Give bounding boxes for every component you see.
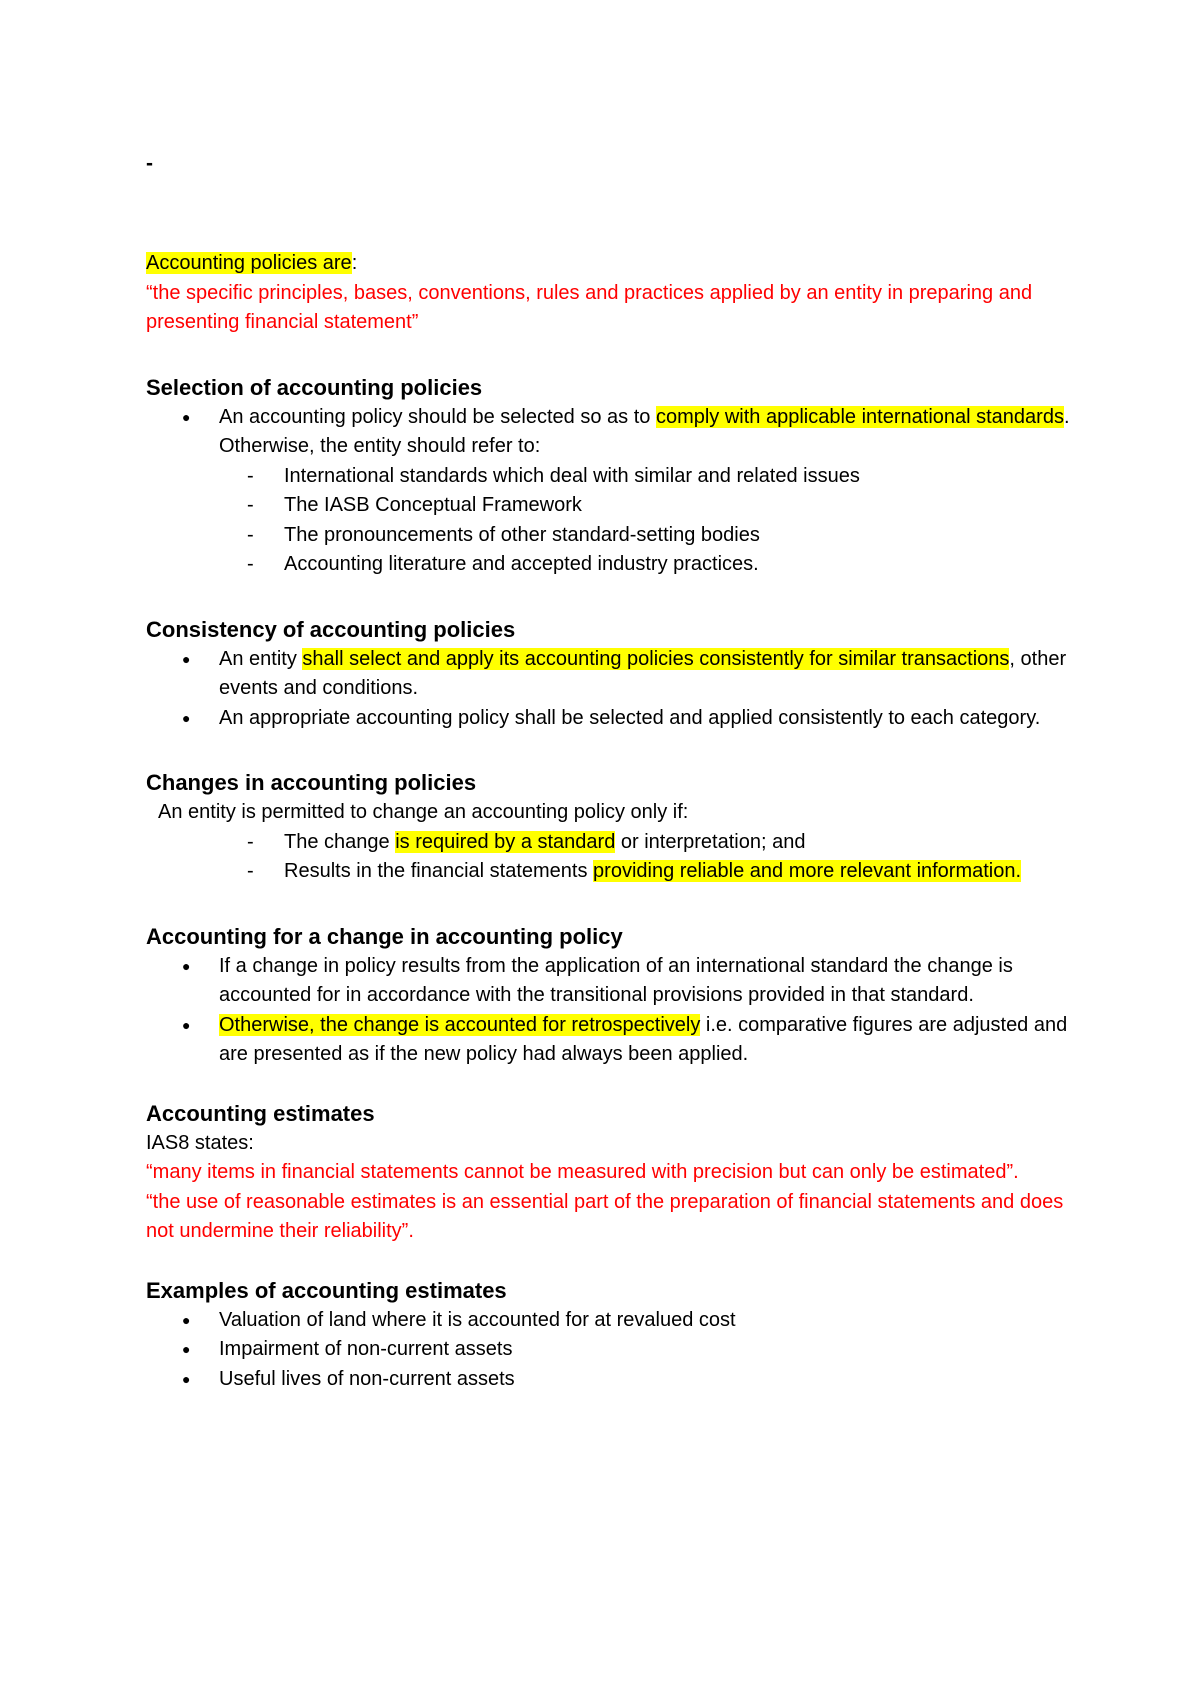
highlight: Otherwise, the change is accounted for retrospectively [219,1013,701,1036]
bullet-icon: ● [182,709,191,726]
text-span: . Otherwise, the entity should refer to: [219,405,1070,457]
intro-label: Accounting policies are [146,252,352,274]
estimates-quote-2: “the use of reasonable estimates is an essential part of the preparation of financial statements and does not undermine their reliability”. [146,1190,1064,1242]
changes-heading: Changes in accounting policies [146,770,477,795]
list-item-text: Valuation of land where it is accounted for at revalued cost [219,1308,736,1331]
text-span: or interpretation; and [615,830,806,853]
highlight: shall select and apply its accounting policies consistently for similar transactions [302,647,1010,670]
selection-heading: Selection of accounting policies [146,374,483,400]
text-span: , other events and conditions. [219,647,1067,699]
highlight: providing reliable and more relevant information. [593,860,1022,882]
highlight: is required by a standard [395,830,616,853]
intro-line [146,249,1086,279]
consistency-list [146,645,1086,734]
estimates-quote-1: “many items in financial statements cannot be measured with precision but can only be estimated”. [146,1161,1019,1183]
list-item-text: If a change in policy results from the application of an international standard the change is accounted for in accordance with the transitional provisions provided in that standard. [219,954,1013,1006]
list-item-text: The IASB Conceptual Framework [284,494,582,516]
intro-colon: : [351,252,358,274]
intro-definition: “the specific principles, bases, conventions, rules and practices applied by an entity in preparing and presenting financial statement” [146,281,1033,333]
list-item-text: Accounting literature and accepted industry practices. [284,553,759,575]
changes-list [146,828,1086,887]
dash-icon: - [247,860,254,882]
top-dash: - [146,152,153,175]
list-item-text: Impairment of non-current assets [219,1338,513,1360]
bullet-icon: ● [182,1370,191,1387]
list-item [146,828,1086,858]
dash-icon: - [247,553,254,575]
estimates-states: IAS8 states: [146,1131,254,1154]
dash-icon: - [247,523,254,546]
bullet-icon: ● [182,650,191,667]
text-span: Results in the financial statements [284,860,594,882]
text-span: An entity [219,647,303,670]
highlight: comply with applicable international standards [655,405,1064,428]
list-item [146,1365,1086,1395]
list-item [219,491,1086,521]
dash-icon: - [247,830,254,853]
text-span: The change [284,830,396,853]
accounting-change-list [146,952,1086,1070]
list-item [146,1306,1086,1336]
dash-list [219,462,1086,580]
accounting-change-heading: Accounting for a change in accounting policy [146,923,623,949]
text-span: i.e. comparative figures are adjusted and are presented as if the new policy had always been applied. [219,1013,1068,1065]
dash-icon: - [247,494,254,516]
examples-heading: Examples of accounting estimates [146,1277,507,1303]
list-item-text: International standards which deal with similar and related issues [284,464,860,487]
bullet-icon: ● [182,408,191,425]
document-page [146,150,1086,1394]
consistency-heading: Consistency of accounting policies [146,616,516,642]
bullet-icon: ● [182,957,191,974]
list-item-text: Useful lives of non-current assets [219,1367,515,1390]
list-item [146,1011,1086,1070]
list-item [146,704,1086,734]
bullet-icon: ● [182,1311,191,1328]
examples-list [146,1306,1086,1395]
list-item [146,857,1086,887]
text-span: An accounting policy should be selected so as to [219,405,656,428]
list-item [146,403,1086,580]
list-item [146,1335,1086,1365]
list-item [219,550,1086,580]
list-item [219,521,1086,551]
selection-list [146,403,1086,580]
bullet-icon: ● [182,1341,191,1357]
bullet-icon: ● [182,1016,191,1033]
dash-icon: - [247,464,254,487]
list-item-text: An appropriate accounting policy shall be selected and applied consistently to each category. [219,706,1041,729]
list-item [146,952,1086,1011]
list-item [219,462,1086,492]
list-item [146,645,1086,704]
changes-intro: An entity is permitted to change an accounting policy only if: [158,801,689,823]
estimates-heading: Accounting estimates [146,1100,375,1126]
list-item-text: The pronouncements of other standard-setting bodies [284,523,760,546]
